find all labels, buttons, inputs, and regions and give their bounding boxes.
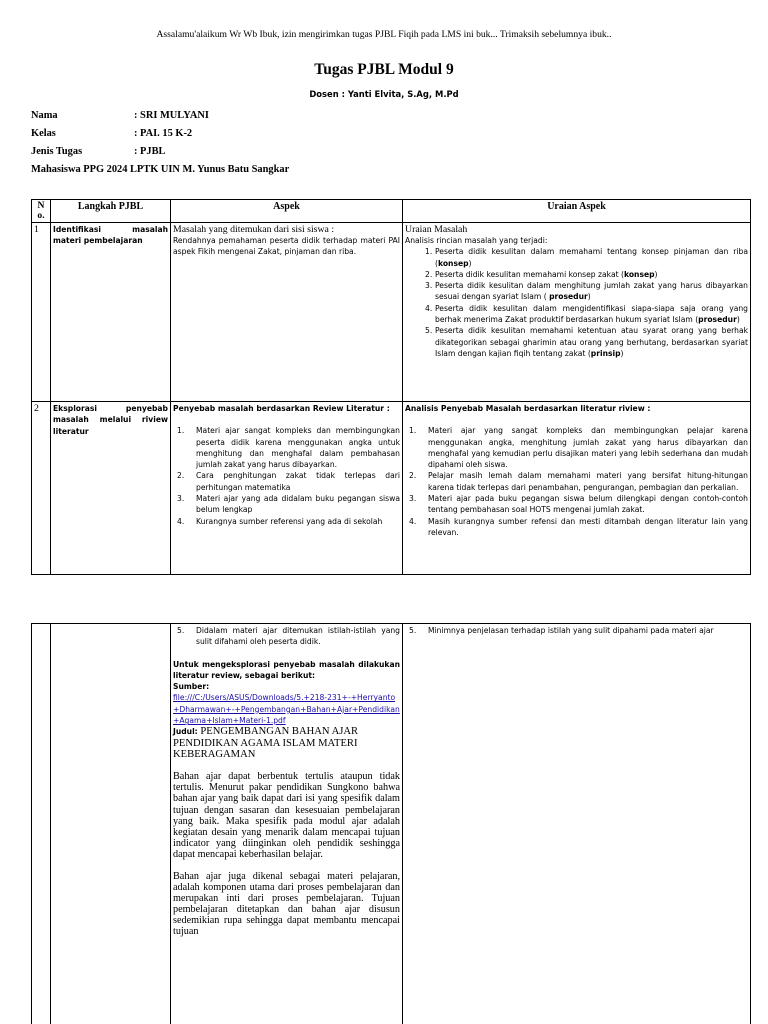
item-number: 3. (177, 494, 185, 504)
list-item (405, 625, 748, 636)
item-number: 1. (409, 426, 417, 436)
table-header-row (32, 200, 751, 223)
item-number: 2. (409, 471, 417, 481)
list-item (173, 516, 400, 527)
pjbl-table (31, 199, 751, 575)
header-aspek: Aspek (171, 200, 403, 223)
item-text: Materi ajar sangat kompleks dan membingungkan peserta didik karena menggunakan angka untuk menghitung dan menghafal dalam pembahasan jumlah zakat yang harus dibayarkan. (196, 426, 400, 470)
student-affiliation: Mahasiswa PPG 2024 LPTK UIN M. Yunus Batu Sangkar (31, 164, 290, 175)
item-tag: konsep (437, 258, 469, 268)
source-title (173, 726, 400, 760)
list-item (173, 470, 400, 493)
item-number: 5. (177, 626, 185, 635)
uraian-list (405, 246, 748, 359)
item-number: 1. (425, 247, 433, 257)
info-label: Jenis Tugas (31, 146, 83, 157)
item-number: 4. (409, 516, 417, 526)
uraian-title: Analisis Penyebab Masalah berdasarkan literatur riview : (405, 404, 651, 413)
title-label: Judul: (173, 727, 198, 737)
item-text: Masih kurangnya sumber refensi dan mesti ditambah dengan literatur lain yang relevan. (428, 516, 748, 537)
document-title: Tugas PJBL Modul 9 (314, 61, 454, 78)
item-end: ) (620, 348, 624, 358)
item-number: 4. (177, 516, 185, 526)
item-number: 4. (425, 303, 433, 313)
uraian-cell (403, 223, 751, 402)
header-no: N o. (32, 200, 51, 223)
info-value: : PJBL (134, 146, 166, 157)
source-label: Sumber: (173, 682, 210, 692)
aspek-list (173, 625, 400, 648)
info-value: : PAI. 15 K-2 (134, 128, 193, 139)
info-label: Nama (31, 110, 58, 121)
title-text: PENGEMBANGAN BAHAN AJAR PENDIDIKAN AGAMA ISLAM MATERI KEBERAGAMAN (173, 726, 359, 760)
item-number: 2. (425, 269, 433, 279)
item-text: Minimnya penjelasan terhadap istilah yang sulit dipahami pada materi ajar (428, 626, 714, 635)
item-end: ) (587, 292, 591, 302)
list-item (405, 493, 748, 516)
item-end: ) (736, 315, 740, 325)
uraian-intro: Analisis rincian masalah yang terjadi: (405, 236, 548, 245)
list-item (405, 470, 748, 493)
item-text: Cara penghitungan zakat tidak terlepas dari perhitungan matematika (196, 471, 400, 492)
item-number: 2. (177, 471, 185, 481)
aspek-title: Penyebab masalah berdasarkan Review Literatur : (173, 404, 390, 413)
review-intro: Untuk mengeksplorasi penyebab masalah dilakukan literatur review, sebagai berikut: (173, 659, 400, 680)
item-number: 1. (177, 426, 185, 436)
item-number: 5. (425, 326, 433, 336)
item-number: 3. (425, 281, 433, 291)
pjbl-table-continued (31, 623, 751, 1024)
row-number: 1 (32, 223, 51, 402)
aspek-body: Rendahnya pemahaman peserta didik terhadap materi PAI aspek Fikih mengenai Zakat, pinjaman dan riba. (173, 236, 400, 257)
item-text: Materi ajar yang sangat kompleks dan membingungkan pelajar karena menggunakan angka, menghitung jumlah zakat yang harus dibayarkan dan menghafal yang kemudian perlu disajikan materi yang lebih sederhana dan mudah dipahami oleh siswa. (428, 426, 748, 470)
item-text: Materi ajar pada buku pegangan siswa belum dilengkapi dengan contoh-contoh tentang pembahasan soal HOTS mengenai jumlah zakat. (428, 494, 748, 515)
item-tag: prosedur (549, 292, 588, 302)
uraian-cell (403, 402, 751, 575)
uraian-cell (403, 624, 751, 1024)
item-tag: konsep (623, 269, 655, 279)
paragraph: Bahan ajar dapat berbentuk tertulis ataupun tidak tertulis. Menurut pakar pendidikan Sungkono bahwa bahan ajar yang baik dapat dari isi yang spesifik dalam tujuan dengan sasaran dan kesesuaian pembelajaran yang baik. Maka spesifik pada modul ajar adalah kegiatan desain yang menarik dalam mencapai tujuan indicator yang diinginkan oleh pendidik seshingga dapat mencapai keberhasilan belajar. (173, 771, 400, 860)
list-item (405, 516, 748, 539)
list-item (173, 493, 400, 516)
aspek-cell (171, 223, 403, 402)
list-item (405, 303, 748, 326)
item-end: ) (654, 269, 658, 279)
item-end: ) (468, 258, 472, 268)
row-number: 2 (32, 402, 51, 575)
item-number: 5. (409, 626, 417, 635)
uraian-list (405, 625, 748, 636)
list-item (405, 280, 748, 303)
uraian-list (405, 425, 748, 538)
item-text: Peserta didik kesulitan dalam mengidentifikasi siapa-siapa saja orang yang berhak menerima Zakat produktif berdasarkan hukum syariat Islam ( (435, 303, 748, 325)
item-tag: prosedur (698, 315, 737, 325)
aspek-list (173, 425, 400, 527)
item-tag: prinsip (590, 348, 621, 358)
lecturer-line: Dosen : Yanti Elvita, S.Ag, M.Pd (309, 89, 459, 99)
table-row (32, 402, 751, 575)
list-item (173, 425, 400, 470)
item-text: Didalam materi ajar ditemukan istilah-istilah yang sulit difahami oleh peserta didik. (196, 626, 400, 647)
item-number: 3. (409, 494, 417, 504)
langkah-cell: Identifikasi masalah materi pembelajaran (51, 223, 171, 402)
item-text: Peserta didik kesulitan dalam memahami tentang konsep pinjaman dan riba ( (435, 247, 748, 268)
langkah-cell: Eksplorasi penyebab masalah melalui riview literatur (51, 402, 171, 575)
item-text: Peserta didik kesulitan memahami konsep zakat ( (435, 269, 624, 279)
list-item (405, 325, 748, 359)
header-uraian: Uraian Aspek (403, 200, 751, 223)
greeting-line: Assalamu'alaikum Wr Wb Ibuk, izin mengirimkan tugas PJBL Fiqih pada LMS ini buk... Trimaksih sebelumnya ibuk.. (156, 29, 612, 40)
item-text: Pelajar masih lemah dalam memahami materi yang bersifat hitung-hitungan karena tidak terlepas dari penambahan, pengurangan, pembagian dan perkalian. (428, 471, 748, 492)
list-item (173, 625, 400, 648)
header-langkah: Langkah PJBL (51, 200, 171, 223)
list-item (405, 425, 748, 470)
info-label: Kelas (31, 128, 56, 139)
aspek-cell (171, 402, 403, 575)
info-value: : SRI MULYANI (134, 110, 209, 121)
langkah-cell (51, 624, 171, 1024)
table-row (32, 624, 751, 1024)
paragraph: Bahan ajar juga dikenal sebagai materi pelajaran, adalah komponen utama dari proses pembelajaran dan merupakan inti dari proses pembelajaran. Tujuan pembelajaran ditetapkan dan bahan ajar disusun sedemikian rupa sehingga dapat membantu mencapai tujuan (173, 871, 400, 938)
source-link[interactable]: file:///C:/Users/ASUS/Downloads/5.+218-231+-+Herryanto+Dharmawan+-+Pengembangan+Bahan+Ajar+Pendidikan+Agama+Islam+Materi-1.pdf (173, 693, 400, 726)
row-number (32, 624, 51, 1024)
aspek-title: Masalah yang ditemukan dari sisi siswa : (173, 224, 335, 235)
aspek-cell (171, 624, 403, 1024)
item-text: Peserta didik kesulitan memahami ketentuan atau syarat orang yang berhak dikategorikan sebagai gharimin atau orang yang berhutang, berdasarkan syariat Islam dengan kajian fiqih tentang zakat ( (435, 326, 748, 358)
item-text: Kurangnya sumber referensi yang ada di sekolah (196, 516, 383, 526)
uraian-title: Uraian Masalah (405, 224, 468, 235)
item-text: Materi ajar yang ada didalam buku pegangan siswa belum lengkap (196, 494, 400, 515)
item-text: Peserta didik kesulitan dalam menghitung jumlah zakat yang harus dibayarkan sesuai dengan syariat Islam ( (435, 281, 748, 302)
table-row (32, 223, 751, 402)
list-item (405, 246, 748, 269)
list-item (405, 269, 748, 280)
